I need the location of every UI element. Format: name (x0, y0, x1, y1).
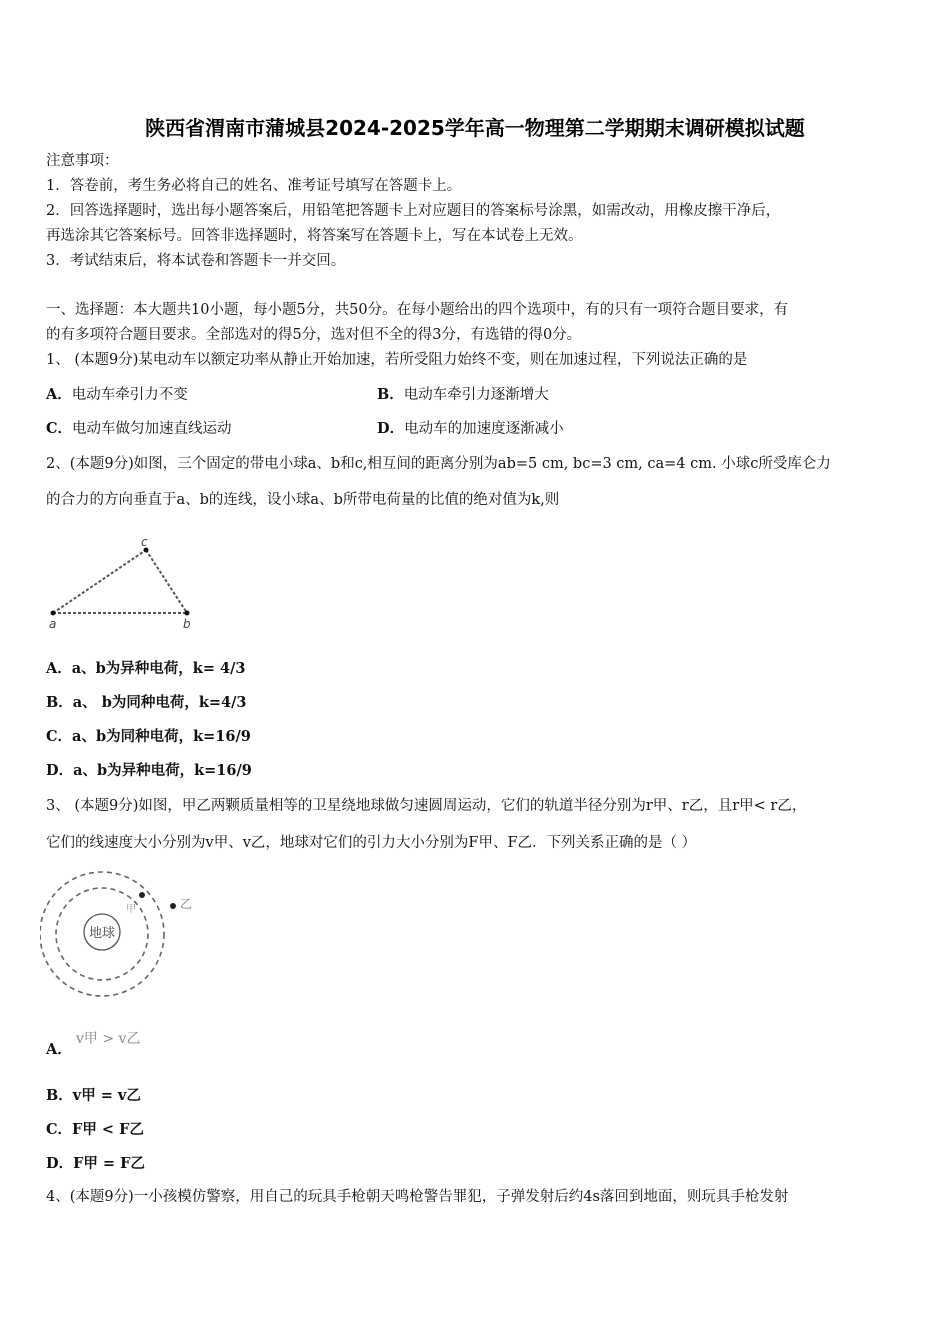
q1-option-c (46, 419, 232, 439)
satellite-yi-label: 乙 (180, 897, 193, 911)
option-text: 电动车做匀加速直线运动 (72, 421, 232, 437)
q4-stem-line1: 4、(本题9分)一小孩模仿警察，用自己的玩具手枪朝天鸣枪警告罪犯，子弹发射后约4s落回到地面，则玩具手枪发射 (46, 1189, 789, 1205)
option-label: A． (46, 1041, 72, 1058)
q1-option-b (377, 385, 549, 405)
option-text: a、b为同种电荷，k=16/9 (72, 728, 251, 745)
q2-stem-line2: 的合力的方向垂直于a、b的连线，设小球a、b所带电荷量的比值的绝对值为k,则 (46, 492, 560, 508)
option-text: a、b为异种电荷，k= 4/3 (71, 660, 246, 677)
q3-option-a-formula: v甲 > v乙 (76, 1031, 141, 1047)
q3-option-a (46, 1040, 72, 1060)
option-text: 电动车牵引力逐渐增大 (403, 387, 549, 403)
svg-text:a: a (49, 617, 57, 631)
option-text: F甲 < F乙 (72, 1121, 144, 1138)
q3-option-c (46, 1120, 144, 1140)
notice-item-2: 2．回答选择题时，选出每小题答案后，用铅笔把答题卡上对应题目的答案标号涂黑，如需改动，用橡皮擦干净后， (46, 203, 781, 219)
option-label: B． (46, 694, 73, 711)
option-label: B． (377, 386, 404, 403)
option-label: A． (46, 386, 72, 403)
q3-stem-line1: 3、 (本题9分)如图，甲乙两颗质量相等的卫星绕地球做匀速圆周运动，它们的轨道半径分别为r甲、r乙，且r甲< r乙， (46, 798, 807, 814)
option-text: v甲 = v乙 (72, 1087, 141, 1104)
option-label: D． (46, 762, 74, 779)
q1-stem: 1、 (本题9分)某电动车以额定功率从静止开始加速，若所受阻力始终不变，则在加速过程，下列说法正确的是 (46, 352, 748, 368)
q3-stem-line2: 它们的线速度大小分别为v甲、v乙，地球对它们的引力大小分别为F甲、F乙．下列关系正确的是（ ） (46, 835, 697, 851)
option-label: C． (46, 728, 73, 745)
option-label: A． (46, 660, 72, 677)
q2-option-d (46, 761, 252, 781)
q2-option-b (46, 693, 247, 713)
notice-item-3: 3．考试结束后，将本试卷和答题卡一并交回。 (46, 253, 346, 269)
option-text: 电动车的加速度逐渐减小 (404, 421, 564, 437)
option-label: D． (46, 1155, 74, 1172)
document-title: 陕西省渭南市蒲城县2024-2025学年高一物理第二学期期末调研模拟试题 (145, 116, 805, 140)
triangle-charges-figure (40, 530, 210, 635)
notice-heading: 注意事项： (46, 153, 119, 169)
option-text: F甲 = F乙 (73, 1155, 145, 1172)
svg-text:c: c (141, 535, 148, 549)
svg-text:b: b (183, 617, 191, 631)
section1-intro-line1: 一、选择题：本大题共10小题，每小题5分，共50分。在每小题给出的四个选项中，有的只有一项符合题目要求，有 (46, 302, 789, 318)
option-label: C． (46, 1121, 73, 1138)
option-label: B． (46, 1087, 73, 1104)
satellite-jia-label: 甲 (126, 904, 136, 915)
q1-option-d (377, 419, 564, 439)
q3-option-d (46, 1154, 145, 1174)
earth-label: 地球 (88, 926, 116, 941)
option-label: C． (46, 420, 73, 437)
q2-option-a (46, 659, 246, 679)
option-label: D． (377, 420, 405, 437)
q3-option-b (46, 1086, 141, 1106)
option-text: a、 b为同种电荷，k=4/3 (72, 694, 247, 711)
option-text: 电动车牵引力不变 (71, 387, 188, 403)
notice-item-2-cont: 再选涂其它答案标号。回答非选择题时，将答案写在答题卡上，写在本试卷上无效。 (46, 228, 583, 244)
q2-stem-line1: 2、(本题9分)如图，三个固定的带电小球a、b和c,相互间的距离分别为ab=5 cm, bc=3 cm, ca=4 cm. 小球c所受库仑力 (46, 456, 831, 472)
satellite-orbit-figure (40, 860, 210, 1005)
q1-option-a (46, 385, 188, 405)
notice-item-1: 1．答卷前，考生务必将自己的姓名、准考证号填写在答题卡上。 (46, 178, 462, 194)
option-text: a、b为异种电荷，k=16/9 (73, 762, 252, 779)
section1-intro-line2: 的有多项符合题目要求。全部选对的得5分，选对但不全的得3分，有选错的得0分。 (46, 327, 582, 343)
q2-option-c (46, 727, 251, 747)
